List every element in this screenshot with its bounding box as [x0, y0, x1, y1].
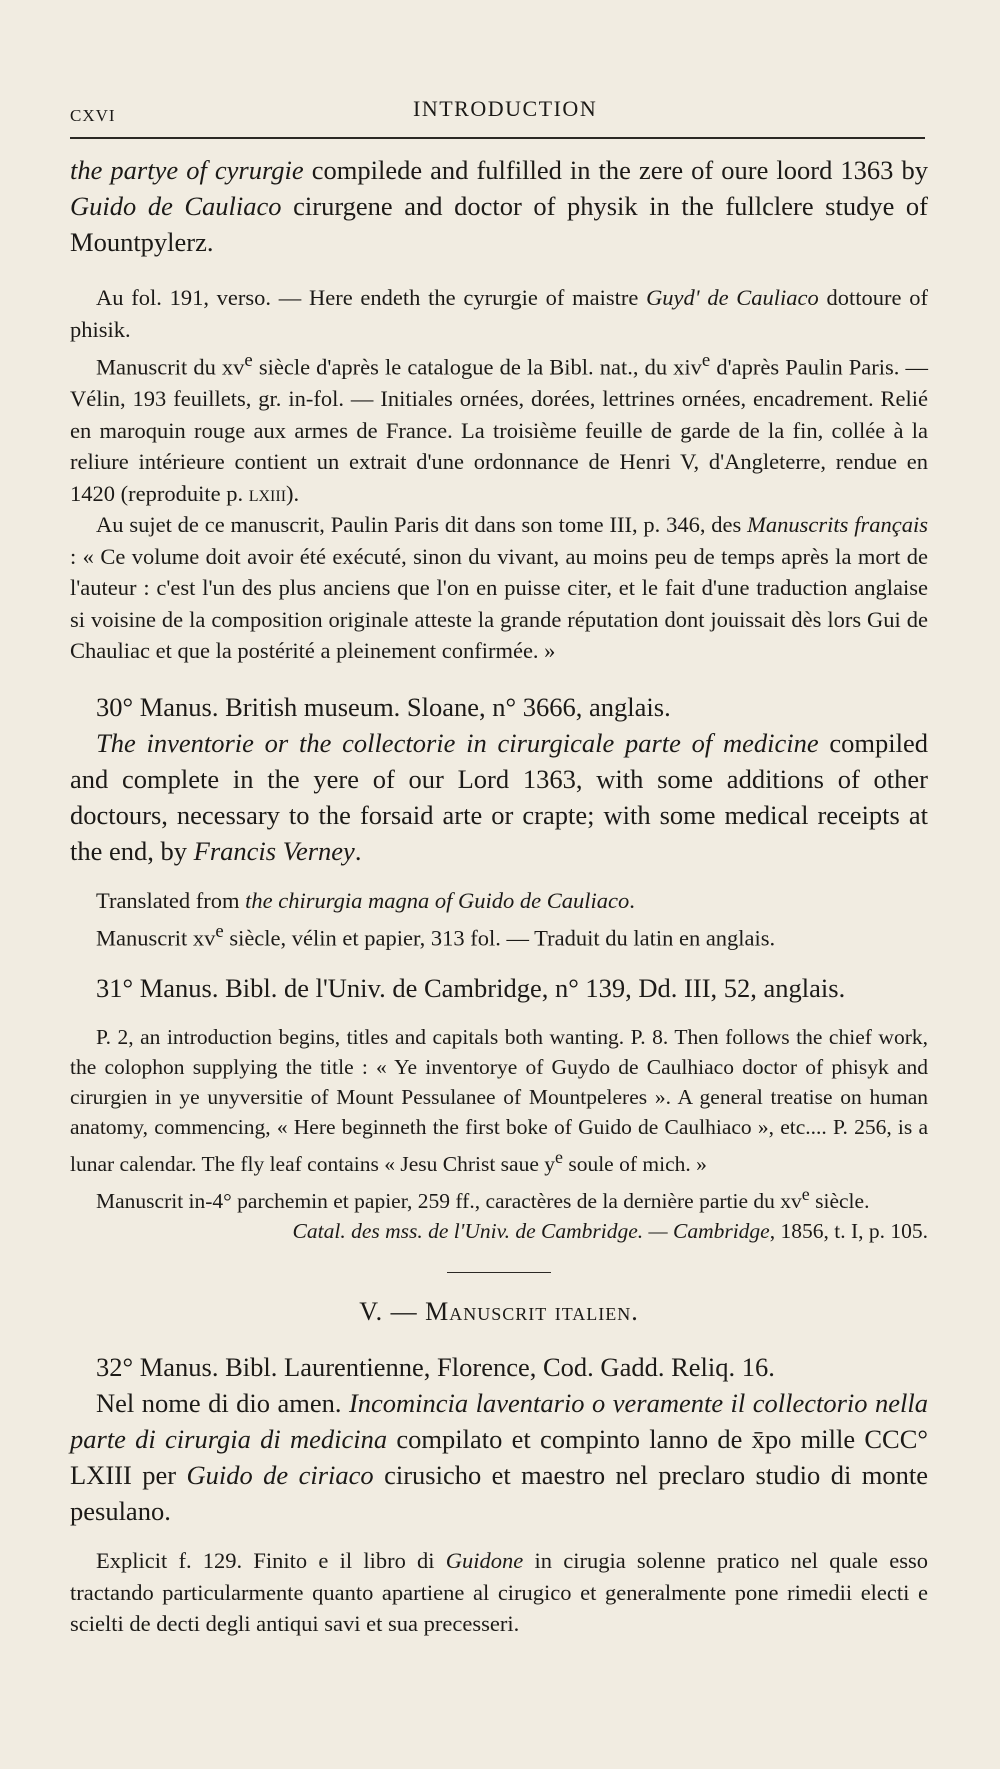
entry-31-catalogue-reference — [70, 1216, 928, 1246]
text-run: compiled and complete in the yere of our Lord 1363, with some additions of other doctours, necessary to the forsaid arte or crapte; with some medical receipts at the end, by — [70, 727, 928, 866]
section-separator — [447, 1272, 551, 1273]
text-run: siècle d'après le catalogue de la Bibl. nat., du xiv — [252, 354, 702, 380]
text-run: compilede and fulfilled in the zere of oure loord 1363 by — [303, 155, 928, 185]
text-run: in cirugia solenne pratico nel quale esso tractando particularmente quanto apartiene al cirugico et generalmente pone rimedii electi e scielti de decti degli antiqui savi et sua precesseri. — [70, 1548, 928, 1637]
text-run: Manuscrit in-4° parchemin et papier, 259 ff., caractères de la dernière partie du xv — [96, 1189, 802, 1214]
italic-reference: Catal. des mss. de l'Univ. de Cambridge. — Cambridge — [292, 1219, 770, 1244]
text-run: Nel nome di dio amen. — [96, 1388, 349, 1419]
folio-number: CXVI — [70, 106, 116, 125]
superscript: e — [555, 1147, 563, 1167]
paragraph-fol-191 — [70, 282, 928, 345]
paragraph-manuscript-description — [70, 345, 928, 509]
italic-name: Guido de ciriaco — [186, 1460, 374, 1491]
text-run: cirusicho et maestro nel preclaro studio di monte pesulano. — [70, 1460, 928, 1527]
text-run: cirurgene and doctor of physik in the fullclere studye of Mountpylerz. — [70, 191, 928, 257]
italic-title: The inventorie or the collectorie in cirurgicale parte of medicine — [96, 727, 819, 758]
entry-32-explicit — [70, 1545, 928, 1640]
text-run: , 1856, t. I, p. 105. — [769, 1219, 928, 1244]
section-title: Manuscrit italien. — [425, 1297, 639, 1327]
italic-name: Guyd' de Cauliaco — [646, 285, 819, 310]
text-run: mille CCC° LXIII per — [70, 1424, 928, 1491]
section-numeral: V. — — [359, 1297, 426, 1327]
text-run: : « Ce volume doit avoir été exécuté, sinon du vivant, au moins peu de temps après la mort de l'auteur : c'est l'un des plus anciens que l'on en puisse citer, et le fait d'une traduction anglaise si voisine de la composition originale atteste la grande réputation dont jouissait dès lors Gui de Chauliac et que la postérité a pleinement confirmée. » — [70, 543, 928, 663]
text-run: siècle, vélin et papier, 313 fol. — Traduit du latin en anglais. — [223, 925, 776, 951]
entry-32-heading: 32° Manus. Bibl. Laurentienne, Florence, Cod. Gadd. Reliq. 16. — [96, 1352, 775, 1383]
text-run: d'après Paulin Paris. — Vélin, 193 feuillets, gr. in-fol. — Initiales ornées, dorées, lettrines ornées, encadrement. Relié en maroquin rouge aux armes de France. La troisième feuille de garde de la fin, collée à la reliure intérieure contient un extrait d'une ordonnance de Henri V, d'Angleterre, rendue en 1420 (reproduite p. — [70, 354, 929, 506]
page-header — [70, 92, 925, 126]
italic-name: Guido de Cauliaco — [70, 191, 282, 221]
superscript: e — [215, 921, 224, 942]
entry-31-manuscript — [70, 1179, 928, 1216]
text-run: siècle. — [809, 1189, 870, 1214]
text-run: soule of mich. » — [562, 1152, 707, 1177]
text-run: compilato et compinto lanno de — [387, 1424, 752, 1455]
text-run: Au sujet de ce manuscrit, Paulin Paris dit dans son tome III, p. 346, des — [96, 512, 748, 537]
text-run: Au fol. 191, verso. — Here endeth the cyrurgie of maistre — [96, 285, 647, 310]
text-run: ). — [286, 480, 300, 506]
entry-32-incipit — [70, 1385, 928, 1529]
page-body — [70, 152, 928, 1640]
entry-30-heading: 30° Manus. British museum. Sloane, n° 3666, anglais. — [96, 691, 671, 722]
text-run: Manuscrit xv — [96, 925, 216, 951]
paragraph-colophon-continuation — [70, 152, 928, 260]
text-run: Manuscrit du xv — [96, 354, 245, 380]
italic-title: Incomincia laventario o veramente il collectorio nella parte di cirurgia di medicina — [70, 1388, 928, 1455]
superscript: e — [801, 1184, 810, 1205]
italic-name: Francis Verney — [193, 835, 355, 866]
text-run: dottoure of phisik. — [70, 285, 928, 342]
entry-30-title — [70, 725, 928, 869]
text-run: . — [629, 887, 635, 913]
small-caps-numeral: lxiii — [248, 480, 287, 506]
text-run: Explicit f. 129. Finito e il libro di — [96, 1548, 446, 1574]
italic-name: Guidone — [445, 1548, 524, 1574]
italic-title: Manuscrits français — [747, 512, 928, 537]
italic-title: the chirurgia magna of Guido de Cauliaco — [245, 887, 630, 913]
running-title: INTRODUCTION — [413, 96, 598, 121]
header-rule — [70, 137, 925, 139]
entry-31-heading: 31° Manus. Bibl. de l'Univ. de Cambridge, n° 139, Dd. III, 52, anglais. — [96, 973, 846, 1003]
abbreviation-xpo: x̄po — [751, 1424, 792, 1455]
superscript: e — [701, 350, 711, 371]
italic-phrase: the partye of cyrurgie — [70, 155, 304, 185]
text-run: . — [354, 835, 362, 866]
text-run: P. 2, an introduction begins, titles and capitals both wanting. P. 8. Then follows the chief work, the colophon supplying the title : « Ye inventorye of Guydo de Caulhiaco doctor of phisyk and cirurgien in ye unyversitie of Mount Pessulanee of Mountpeleres ». A general treatise on human anatomy, commencing, « Here beginneth the first boke of Guido de Caulhiaco », etc.... P. 256, is a lunar calendar. The fly leaf contains « Jesu Christ saue y — [70, 1025, 928, 1177]
text-run: Translated from — [96, 887, 246, 913]
superscript: e — [244, 350, 253, 371]
paragraph-paulin-paris-quote — [70, 509, 928, 667]
section-heading — [70, 1297, 928, 1327]
entry-30-translated — [70, 885, 928, 917]
entry-31-description — [70, 1022, 928, 1179]
entry-30-manuscript — [70, 916, 928, 954]
